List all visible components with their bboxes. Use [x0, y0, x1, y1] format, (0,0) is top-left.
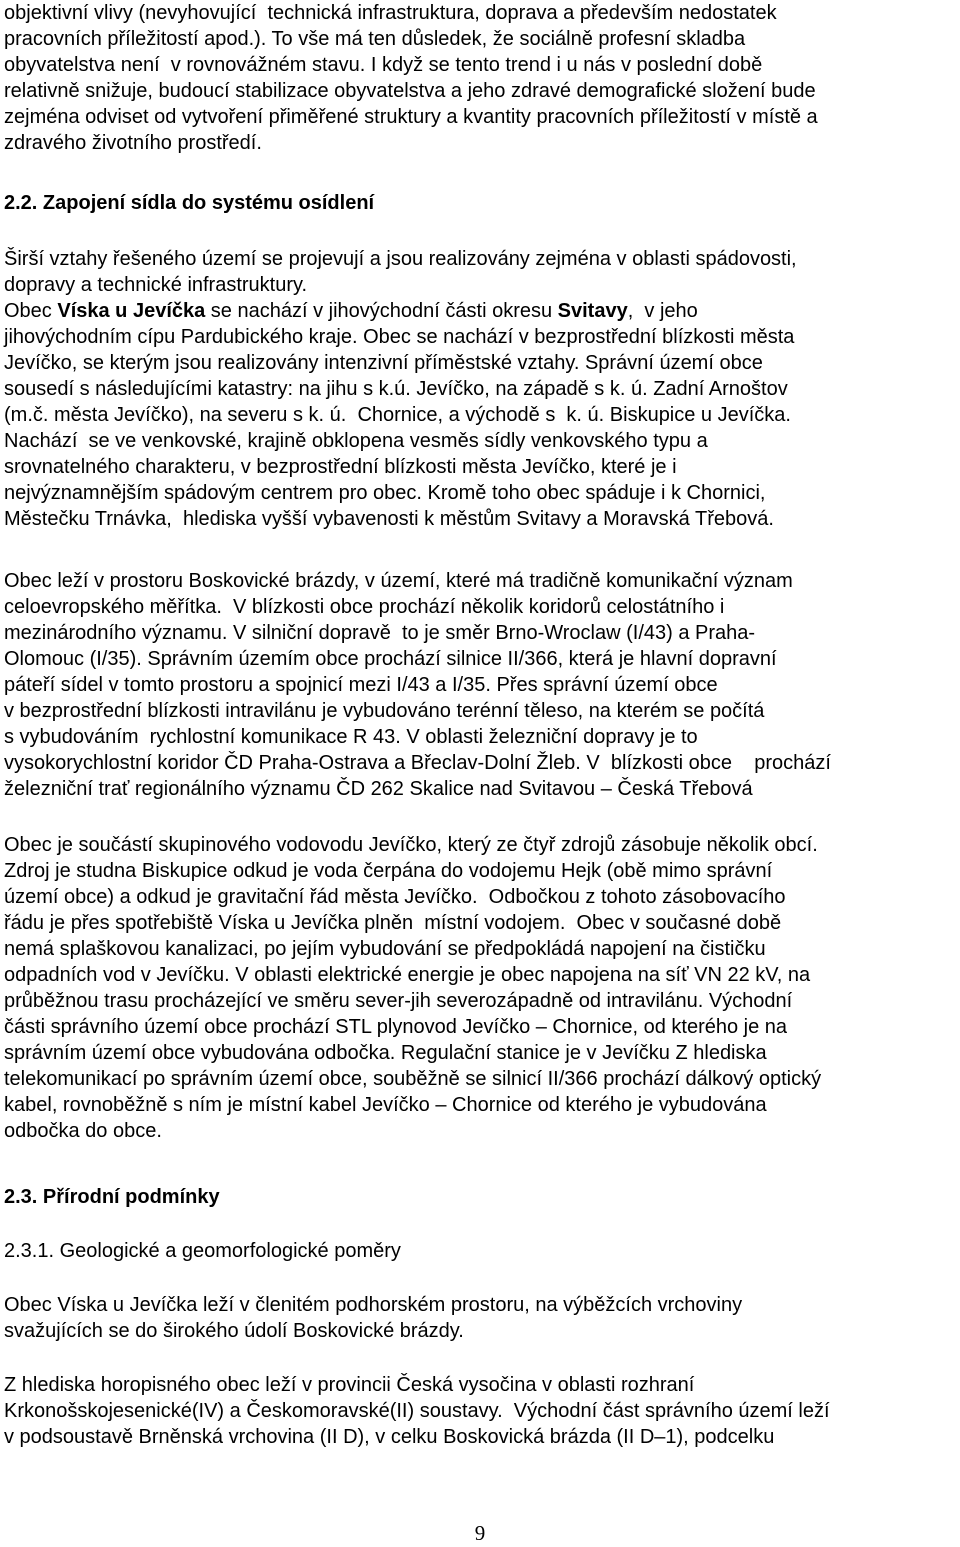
text-line: (m.č. města Jevíčko), na severu s k. ú. Chornice, a východě s k. ú. Biskupice u Jevíčka. [4, 404, 791, 426]
subsection-heading-2-3-1: 2.3.1. Geologické a geomorfologické poměry [4, 1240, 401, 1262]
text-line: území obce) a odkud je gravitační řád města Jevíčko. Odbočkou z tohoto zásobovacího [4, 886, 786, 908]
text-line [4, 298, 956, 324]
text-line: Nachází se ve venkovské, krajině obklopena vesměs sídly venkovského typu a [4, 430, 708, 452]
text-line: Krkonošskojesenické(IV) a Českomoravské(II) soustavy. Východní část správního území leží [4, 1400, 830, 1422]
text-line: pracovních příležitostí apod.). To vše má ten důsledek, že sociálně profesní skladba [4, 28, 746, 50]
text-line: Z hlediska horopisného obec leží v provincii Česká vysočina v oblasti rozhraní [4, 1374, 695, 1396]
section-heading-2-3: 2.3. Přírodní podmínky [4, 1186, 220, 1208]
text-line: nemá splaškovou kanalizaci, po jejím vybudování se předpokládá napojení na čističku [4, 938, 766, 960]
text-line: telekomunikací po správním území obce, souběžně se silnicí II/366 prochází dálkový optický [4, 1068, 822, 1090]
text-line: Městečku Trnávka, hlediska vyšší vybavenosti k městům Svitavy a Moravská Třebová. [4, 508, 774, 530]
text-run: , v jeho [627, 300, 698, 322]
section-2-2-paragraph-1 [4, 298, 956, 532]
text-line: v podsoustavě Brněnská vrchovina (II D), v celku Boskovická brázda (II D–1), podcelku [4, 1426, 775, 1448]
text-line: průběžnou trasu procházející ve směru sever-jih severozápadně od intravilánu. Východní [4, 990, 793, 1012]
section-2-2-paragraph-2 [4, 568, 956, 802]
text-line: nejvýznamnějším spádovým centrem pro obec. Kromě toho obec spáduje i k Chornici, [4, 482, 766, 504]
text-line: zdravého životního prostředí. [4, 132, 262, 154]
district-name: Svitavy [557, 300, 628, 322]
text-line: části správního území obce prochází STL plynovod Jevíčko – Chornice, od kterého je na [4, 1016, 788, 1038]
text-line: mezinárodního významu. V silniční dopravě to je směr Brno-Wroclaw (I/43) a Praha- [4, 622, 756, 644]
text-line: vysokorychlostní koridor ČD Praha-Ostrava a Břeclav-Dolní Žleb. V blízkosti obce prochází [4, 752, 831, 774]
text-line: kabel, rovnoběžně s ním je místní kabel Jevíčko – Chornice od kterého je vybudována [4, 1094, 767, 1116]
section-2-3-paragraph-1 [4, 1292, 956, 1344]
text-line: jihovýchodním cípu Pardubického kraje. Obec se nachází v bezprostřední blízkosti města [4, 326, 795, 348]
text-line: Zdroj je studna Biskupice odkud je voda čerpána do vodojemu Hejk (obě mimo správní [4, 860, 773, 882]
text-line: s vybudováním rychlostní komunikace R 43. V oblasti železniční dopravy je to [4, 726, 698, 748]
text-line: sousedí s následujícími katastry: na jihu s k.ú. Jevíčko, na západě s k. ú. Zadní Arnoštov [4, 378, 788, 400]
section-2-2-intro [4, 246, 956, 298]
section-2-2-paragraph-3 [4, 832, 956, 1144]
text-line: Širší vztahy řešeného území se projevují a jsou realizovány zejména v oblasti spádovosti, [4, 248, 797, 270]
text-line: zejména odviset od vytvoření přiměřené struktury a kvantity pracovních příležitostí v místě a [4, 106, 818, 128]
village-name: Víska u Jevíčka [57, 300, 206, 322]
text-line: dopravy a technické infrastruktury. [4, 274, 308, 296]
section-heading-2-2: 2.2. Zapojení sídla do systému osídlení [4, 192, 375, 214]
text-line: železniční trať regionálního významu ČD 262 Skalice nad Svitavou – Česká Třebová [4, 778, 753, 800]
text-line: páteří sídel v tomto prostoru a spojnicí mezi I/43 a I/35. Přes správní území obce [4, 674, 718, 696]
text-line: objektivní vlivy (nevyhovující technická infrastruktura, doprava a především nedostatek [4, 2, 777, 24]
text-line: v bezprostřední blízkosti intravilánu je vybudováno terénní těleso, na kterém se počítá [4, 700, 765, 722]
text-line: srovnatelného charakteru, v bezprostřední blízkosti města Jevíčko, které je i [4, 456, 677, 478]
text-run: se nachází v jihovýchodní části okresu [205, 300, 558, 322]
text-line: Obec je součástí skupinového vodovodu Jevíčko, který ze čtyř zdrojů zásobuje několik obcí. [4, 834, 818, 856]
page-number: 9 [474, 1521, 486, 1545]
text-line: Obec Víska u Jevíčka leží v členitém podhorském prostoru, na výběžcích vrchoviny [4, 1294, 743, 1316]
section-2-3-paragraph-2 [4, 1372, 956, 1450]
text-line: celoevropského měřítka. V blízkosti obce prochází několik koridorů celostátního i [4, 596, 725, 618]
text-line: relativně snižuje, budoucí stabilizace obyvatelstva a jeho zdravé demografické složení bude [4, 80, 816, 102]
text-run: Obec [4, 300, 58, 322]
top-paragraph [4, 0, 956, 156]
text-line: Olomouc (I/35). Správním územím obce prochází silnice II/366, která je hlavní dopravní [4, 648, 777, 670]
text-line: Jevíčko, se kterým jsou realizovány intenzivní příměstské vztahy. Správní území obce [4, 352, 763, 374]
text-line: odpadních vod v Jevíčku. V oblasti elektrické energie je obec napojena na síť VN 22 kV, na [4, 964, 811, 986]
text-line: Obec leží v prostoru Boskovické brázdy, v území, které má tradičně komunikační význam [4, 570, 793, 592]
text-line: svažujících se do širokého údolí Boskovické brázdy. [4, 1320, 464, 1342]
text-line: odbočka do obce. [4, 1120, 162, 1142]
text-line: řádu je přes spotřebiště Víska u Jevíčka plněn místní vodojem. Obec v současné době [4, 912, 782, 934]
text-line: obyvatelstva není v rovnovážném stavu. I když se tento trend i u nás v poslední době [4, 54, 763, 76]
text-line: správním území obce vybudována odbočka. Regulační stanice je v Jevíčku Z hlediska [4, 1042, 767, 1064]
